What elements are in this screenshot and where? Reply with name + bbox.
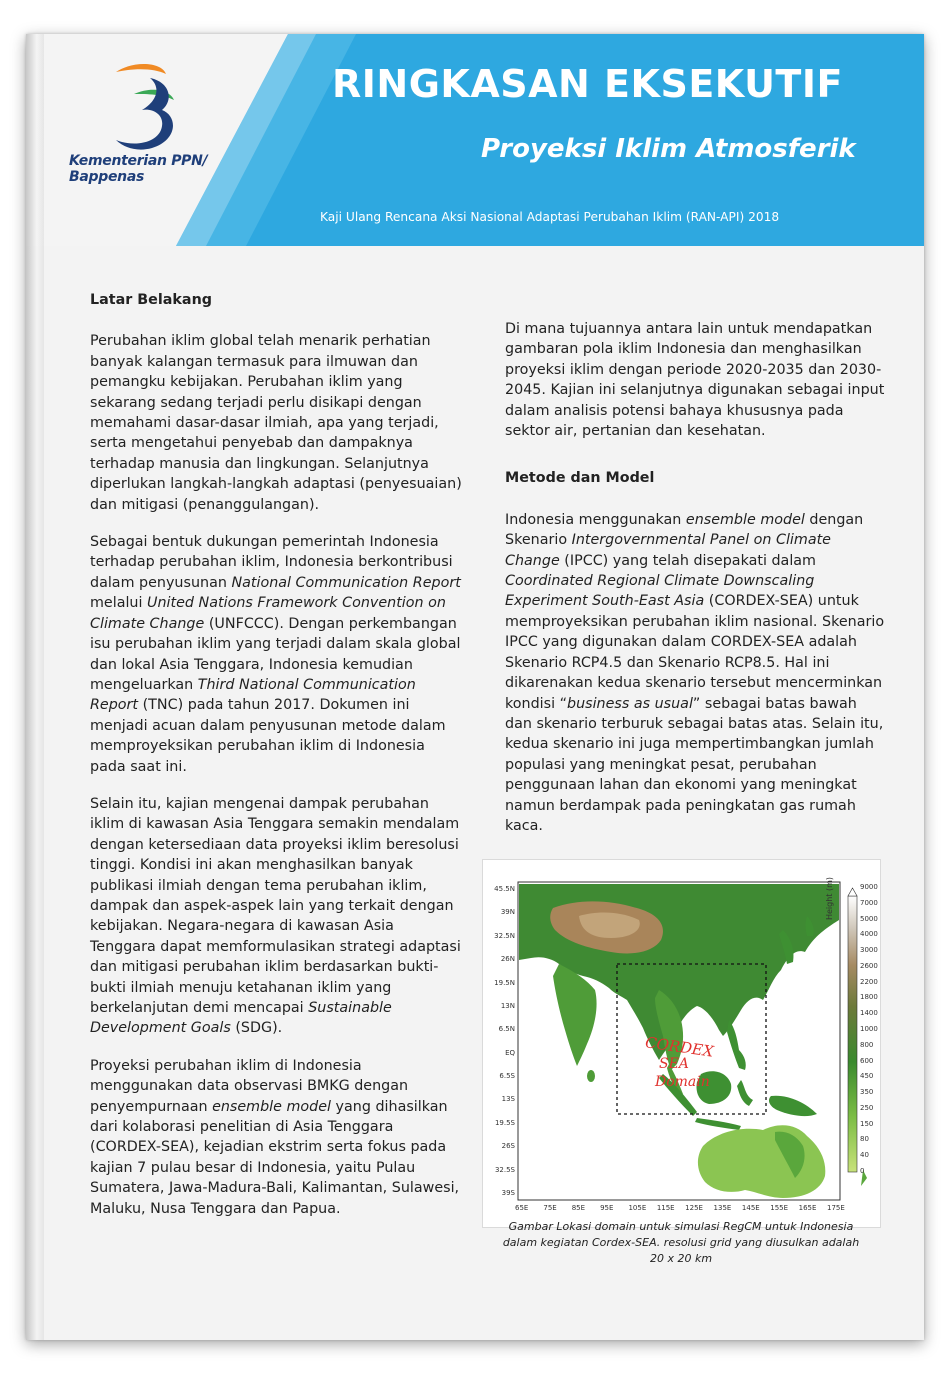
colorbar-tick-label: 40 bbox=[860, 1151, 869, 1160]
colorbar-tick-label: 450 bbox=[860, 1072, 874, 1081]
latitude-tick-label: EQ bbox=[505, 1048, 515, 1057]
section-heading-metode-dan-model: Metode dan Model bbox=[505, 470, 655, 487]
latitude-tick-label: 19.5N bbox=[494, 978, 515, 987]
paragraph: Sebagai bentuk dukungan pemerintah Indonesia terhadap perubahan iklim, Indonesia berkontribusi dalam penyusunan National Communication Report melalui United Nations Framework Convention on Climate Change (UNFCCC). Dengan perkembangan isu perubahan iklim yang terjadi dalam skala global dan lokal Asia Tenggara, Indonesia kemudian mengeluarkan Third National Communication Report (TNC) pada tahun 2017. Dokumen ini menjadi acuan dalam penyusunan metode dalam memproyeksikan perubahan iklim di Indonesia pada saat ini. bbox=[90, 534, 461, 775]
colorbar-tick-label: 3000 bbox=[860, 946, 878, 955]
paragraph: Indonesia menggunakan ensemble model dengan Skenario Intergovernmental Panel on Climate Change (IPCC) yang telah disepakati dalam Coordinated Regional Climate Downscaling Experiment South-East Asia (CORDEX-SEA) untuk memproyeksikan perubahan iklim nasional. Skenario IPCC yang digunakan dalam CORDEX-SEA adalah Skenario RCP4.5 dan Skenario RCP8.5. Hal ini dikarenakan kedua skenario tersebut mencerminkan kondisi “business as usual” sebagai batas bawah dan skenario terburuk sebagai batas atas. Selain itu, kedua skenario ini juga mempertimbangkan jumlah populasi yang meningkat pesat, perubahan penggunaan lahan dan ekonomi yang meningkat namun berdampak pada peningkatan gas rumah kaca. bbox=[505, 511, 885, 834]
longitude-tick-label: 65E bbox=[515, 1204, 529, 1212]
bappenas-logo-icon bbox=[104, 56, 194, 156]
longitude-tick-label: 125E bbox=[685, 1204, 703, 1212]
logo-line-2: Bappenas bbox=[69, 169, 145, 185]
paragraph: Di mana tujuannya antara lain untuk mendapatkan gambaran pola iklim Indonesia dan menghasilkan proyeksi iklim dengan periode 2020-2035 dan 2030-2045. Kajian ini selanjutnya digunakan sebagai input dalam analisis potensi bahaya khususnya pada sektor air, pertanian dan kesehatan. bbox=[505, 321, 885, 440]
colorbar-tick-label: 350 bbox=[860, 1088, 874, 1097]
left-column bbox=[90, 290, 462, 1236]
colorbar-tick-label: 250 bbox=[860, 1103, 874, 1112]
paragraph: Proyeksi perubahan iklim di Indonesia menggunakan data observasi BMKG dengan penyempurnaan ensemble model yang dihasilkan dari kolaborasi penelitian di Asia Tenggara (CORDEX-SEA), kejadian ekstrim serta fokus pada kajian 7 pulau besar di Indonesia, yaitu Pulau Sumatera, Jawa-Madura-Bali, Kalimantan, Sulawesi, Maluku, Nusa Tenggara dan Papua. bbox=[90, 1057, 460, 1217]
page-title: RINGKASAN EKSEKUTIF bbox=[332, 62, 843, 106]
longitude-tick-label: 135E bbox=[713, 1204, 732, 1212]
longitude-tick-label: 85E bbox=[571, 1204, 586, 1212]
colorbar-tick-label: 2600 bbox=[860, 961, 878, 970]
latitude-tick-label: 32.5N bbox=[494, 931, 515, 940]
domain-label: Domain bbox=[655, 1074, 710, 1090]
colorbar-tick-label: 4000 bbox=[860, 930, 878, 939]
latitude-tick-label: 13S bbox=[501, 1095, 515, 1104]
document-page bbox=[26, 34, 924, 1340]
colorbar-title: Height (m) bbox=[825, 876, 834, 920]
longitude-tick-label: 145E bbox=[741, 1204, 760, 1212]
caption-line: Gambar Lokasi domain untuk simulasi RegCM untuk Indonesia bbox=[508, 1220, 854, 1233]
longitude-tick-label: 75E bbox=[543, 1204, 557, 1212]
colorbar-tick-label: 1400 bbox=[860, 1009, 878, 1018]
latitude-tick-label: 45.5N bbox=[494, 885, 515, 893]
figure-caption bbox=[496, 1219, 866, 1267]
latitude-tick-label: 26S bbox=[501, 1142, 515, 1151]
caption-line: dalam kegiatan Cordex-SEA. resolusi grid yang diusulkan adalah bbox=[502, 1236, 860, 1249]
longitude-tick-label: 155E bbox=[770, 1204, 789, 1212]
latitude-tick-label: 39N bbox=[500, 908, 515, 917]
domain-label: SEA bbox=[659, 1056, 689, 1072]
header-banner bbox=[26, 34, 924, 246]
longitude-tick-label: 115E bbox=[656, 1204, 675, 1212]
latitude-tick-label: 19.5S bbox=[494, 1118, 515, 1127]
colorbar-tick-label: 7000 bbox=[860, 898, 878, 907]
right-column bbox=[505, 319, 885, 853]
latitude-tick-label: 6.5N bbox=[498, 1025, 515, 1034]
latitude-tick-label: 6.5S bbox=[499, 1072, 515, 1081]
logo-line-1: Kementerian PPN/ bbox=[69, 153, 208, 169]
paragraph: Selain itu, kajian mengenai dampak perubahan iklim di kawasan Asia Tenggara semakin mendalam dengan ketersediaan data proyeksi iklim beresolusi tinggi. Kondisi ini akan menghasilkan banyak publikasi ilmiah dengan tema perubahan iklim, dampak dan aspek-aspek lain yang terkait dengan kebijakan. Negara-negara di kawasan Asia Tenggara dapat memformulasikan strategi adaptasi dan mitigasi perubahan iklim berdasarkan bukti-bukti ilmiah menuju ketahanan iklim yang berkelanjutan demi mencapai Sustainable Development Goals (SDG). bbox=[90, 795, 461, 1037]
colorbar-tick-label: 600 bbox=[860, 1056, 874, 1065]
longitude-tick-label: 165E bbox=[798, 1204, 817, 1212]
header-note: Kaji Ulang Rencana Aksi Nasional Adaptasi Perubahan Iklim (RAN-API) 2018 bbox=[320, 210, 780, 224]
logo-text bbox=[69, 153, 207, 185]
cordex-domain-map bbox=[482, 859, 881, 1228]
latitude-tick-label: 39S bbox=[501, 1189, 515, 1197]
colorbar-tick-label: 5000 bbox=[860, 914, 878, 923]
caption-line: 20 x 20 km bbox=[649, 1252, 713, 1265]
colorbar-tick-label: 150 bbox=[860, 1119, 874, 1128]
colorbar-tick-label: 80 bbox=[860, 1135, 869, 1144]
domain-label: CORDEX bbox=[644, 1033, 715, 1061]
latitude-tick-label: 32.5S bbox=[494, 1165, 515, 1174]
colorbar-tick-label: 1800 bbox=[860, 993, 878, 1002]
colorbar-tick-label: 2200 bbox=[860, 977, 878, 986]
latitude-tick-label: 26N bbox=[500, 955, 515, 964]
section-heading-latar-belakang: Latar Belakang bbox=[90, 292, 212, 308]
colorbar-tick-label: 0 bbox=[860, 1167, 865, 1175]
colorbar-tick-label: 800 bbox=[860, 1040, 874, 1049]
colorbar-tick-label: 1000 bbox=[860, 1025, 878, 1033]
latitude-tick-label: 13N bbox=[500, 1001, 515, 1010]
longitude-tick-label: 95E bbox=[600, 1204, 614, 1212]
colorbar-tick-label: 9000 bbox=[860, 883, 878, 891]
page-subtitle: Proyeksi Iklim Atmosferik bbox=[481, 134, 856, 164]
longitude-tick-label: 105E bbox=[628, 1204, 647, 1212]
longitude-tick-label: 175E bbox=[827, 1204, 845, 1212]
paragraph: Perubahan iklim global telah menarik perhatian banyak kalangan termasuk para ilmuwan dan pemangku kebijakan. Perubahan iklim yang sekarang sedang terjadi perlu disikapi dengan memahami dasar-dasar ilmiah, apa yang terjadi, serta mengetahui penyebab dan dampaknya terhadap manusia dan lingkungan. Selanjutnya diperlukan langkah-langkah adaptasi (penyesuaian) dan mitigasi (penanggulangan). bbox=[90, 333, 462, 513]
